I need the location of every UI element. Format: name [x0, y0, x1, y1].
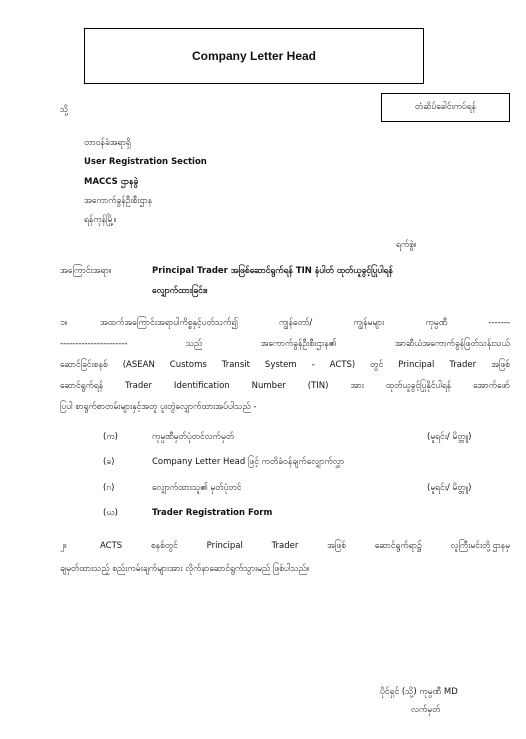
- address-line: အကောက်ခွန်ဦးစီးဌာန: [84, 196, 153, 206]
- address-line: ရန်ကုန်မြို့။: [84, 215, 117, 225]
- paragraph-line: ACTS စနစ်တွင် Principal Trader အဖြစ် ဆောင်ရွက်ရာ၌ လူကြီးမင်းတို့ဌာနမှ: [100, 541, 510, 551]
- attachment-number: (ဂ): [103, 483, 115, 493]
- attachment-number: (က): [103, 432, 118, 442]
- attachment-text: လျှောက်ထားသူ၏ မှတ်ပုံတင်: [152, 483, 242, 493]
- letterhead-title: Company Letter Head: [191, 49, 317, 63]
- attachment-text: Company Letter Head ဖြင့် ကတိခံဝန်ချက်လျှောက်လွှာ: [152, 457, 345, 467]
- attachment-text: Trader Registration Form: [152, 508, 273, 518]
- subject-line: လျှောက်ထားခြင်း။: [152, 286, 208, 296]
- address-line: MACCS ဌာနခွဲ: [84, 177, 139, 187]
- stamp-note: တံဆိပ်ခေါင်းကပ်ရန်: [414, 101, 477, 112]
- date-label: ရက်စွဲ။: [396, 240, 417, 250]
- address-line: User Registration Section: [84, 157, 207, 167]
- paragraph-line: ဆောင်ခြင်းစနစ် (ASEAN Customs Transit System - ACTS) တွင် Principal Trader အဖြစ်: [60, 360, 510, 370]
- paragraph-line: ဆောင်ရွက်ရန် Trader Identification Number (TIN) အား ထုတ်ယူခွင့်ပြုနိုင်ပါရန် အောက်ဖော်: [60, 381, 510, 391]
- attachment-number: (ဃ): [103, 508, 118, 518]
- paragraph-number: ၂။: [60, 541, 67, 551]
- subject-label: အကြောင်းအရာ။: [60, 266, 112, 276]
- paragraph-number: ၁။: [60, 318, 68, 328]
- address-line: တာဝန်ခံအရာရှိ: [84, 138, 131, 148]
- signature-label: လက်မှတ်: [411, 705, 441, 715]
- to-label: သို့: [60, 105, 69, 115]
- attachment-note: (မူရင်း/ မိတ္တူ): [427, 432, 472, 442]
- attachment-note: (မူရင်း/ မိတ္တူ): [427, 483, 472, 493]
- attachment-number: (ခ): [103, 457, 115, 467]
- subject-line: Principal Trader အဖြစ်ဆောင်ရွက်ရန် TIN နံပါတ် ထုတ်ယူခွင့်ပြုပါရန်: [152, 266, 393, 276]
- attachment-text: ကုမ္ပဏီမှတ်ပုံတင်လက်မှတ်: [152, 432, 235, 442]
- paragraph-line: ပြပါ စာရွက်စာတမ်းများနှင့်အတူ ပူးတွဲလျှောက်ထားအပ်ပါသည် -: [60, 402, 257, 412]
- paragraph-line: ချမှတ်ထားသည့် စည်းကမ်းချက်များအား လိုက်နာဆောင်ရွက်သွားမည် ဖြစ်ပါသည်။: [60, 564, 310, 574]
- letterhead-box: [84, 28, 424, 84]
- paragraph-line: ---------------------- သည် အကောက်ခွန်ဦးစီးဌာန၏ အာဆီယံအကောက်ခွန်ဖြတ်သန်းသယ်: [60, 339, 510, 349]
- paragraph-line: အထက်အကြောင်းအရာပါကိစ္စနှင့်ပတ်သက်၍ ကျွန်တော်/ ကျွန်မများ ကုမ္ပဏီ -------: [100, 318, 510, 328]
- signature-title: ပိုင်ရှင် (သို့) ကုမ္ပဏီ MD: [380, 687, 458, 697]
- stamp-box: [381, 93, 510, 122]
